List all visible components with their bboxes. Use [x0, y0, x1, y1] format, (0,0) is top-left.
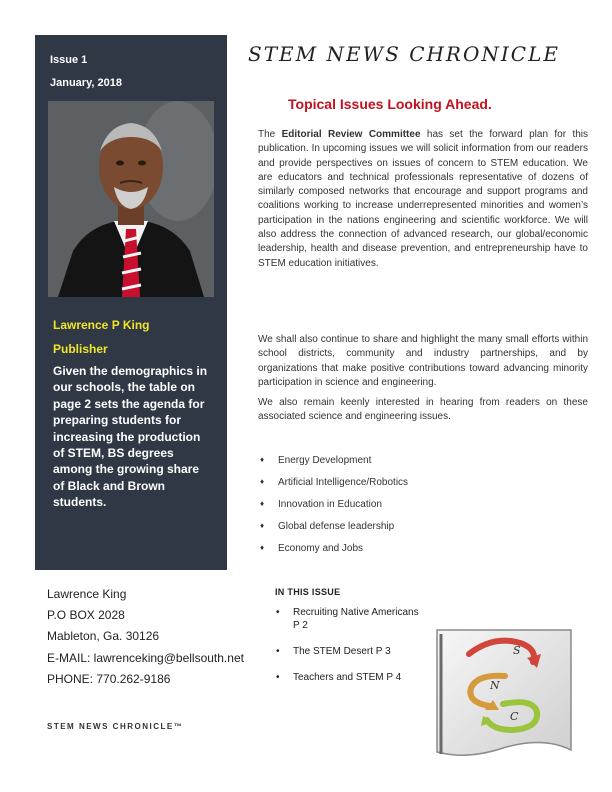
intro-lead: The	[258, 129, 282, 140]
paper-shape	[437, 630, 571, 755]
list-item: ♦ Economy and Jobs	[260, 543, 408, 565]
issue-date: January, 2018	[50, 77, 122, 89]
list-item: ♦ Energy Development	[260, 455, 408, 477]
intro-paragraph	[258, 128, 588, 271]
toc-list	[274, 606, 475, 697]
portrait-illustration	[48, 101, 214, 297]
contact-name: Lawrence King	[47, 587, 127, 601]
toc-item: • Recruiting Native Americans P 2	[274, 606, 424, 632]
contact-po-box: P.O BOX 2028	[47, 608, 125, 623]
topics-list	[260, 455, 408, 565]
toc-title: IN THIS ISSUE	[275, 587, 341, 597]
intro-body: has set the forward plan for this publication. In upcoming issues we will solicit information from our readers and provide perspectives on issues of concern to STEM education. We are educators and technical professionals representative of dozens of similarly composed networks that encourage and support programs and coalitions working to increase underrepresented minorities and women’s participation in the nations engineering and scientific workforce. We will also address the connection of advanced research, our global/economic leadership, health and disease prevention, and entrepreneurship have to STEM education initiatives.	[258, 129, 588, 269]
article-continuation	[258, 333, 588, 431]
logo-graphic	[433, 626, 575, 762]
readers-paragraph: We also remain keenly interested in hearing from readers on these associated science and engineering issues.	[258, 397, 588, 423]
sidebar-panel	[35, 35, 227, 570]
toc-item: • Teachers and STEM P 4	[274, 671, 424, 684]
contact-email[interactable]: E-MAIL: lawrenceking@bellsouth.net	[47, 650, 244, 665]
contact-phone: PHONE: 770.262-9186	[47, 671, 171, 686]
list-item: ♦ Innovation in Education	[260, 499, 408, 521]
committee-name: Editorial Review Committee	[281, 129, 421, 140]
masthead-title: STEM NEWS CHRONICLE	[248, 42, 560, 66]
article-intro	[258, 128, 588, 277]
sidebar-blurb: Given the demographics in our schools, the table on page 2 sets the agenda for preparing students for increasing the production of STEM, BS degrees among the growing share of Black and Brown students.	[53, 364, 208, 510]
issue-number: Issue 1	[50, 54, 88, 66]
list-item: ♦ Global defense leadership	[260, 521, 408, 543]
publisher-photo	[48, 101, 214, 297]
logo-letter-s: S	[513, 644, 521, 657]
article-headline: Topical Issues Looking Ahead.	[288, 96, 492, 112]
share-paragraph: We shall also continue to share and highlight the many small efforts within school districts, community and industry partnerships, and by organizations that make positive contributions toward advancing minority participation in science and engineering.	[258, 334, 588, 388]
footer-brand: STEM NEWS CHRONICLE™	[47, 722, 184, 731]
contact-city: Mableton, Ga. 30126	[47, 629, 160, 644]
publisher-name: Lawrence P King	[53, 318, 150, 332]
contact-block	[47, 584, 244, 690]
publisher-role: Publisher	[53, 342, 108, 356]
list-item: ♦ Artificial Intelligence/Robotics	[260, 477, 408, 499]
snc-logo	[433, 626, 575, 762]
logo-letter-c: C	[510, 710, 519, 723]
toc-item: • The STEM Desert P 3	[274, 645, 424, 658]
logo-letter-n: N	[490, 679, 500, 692]
